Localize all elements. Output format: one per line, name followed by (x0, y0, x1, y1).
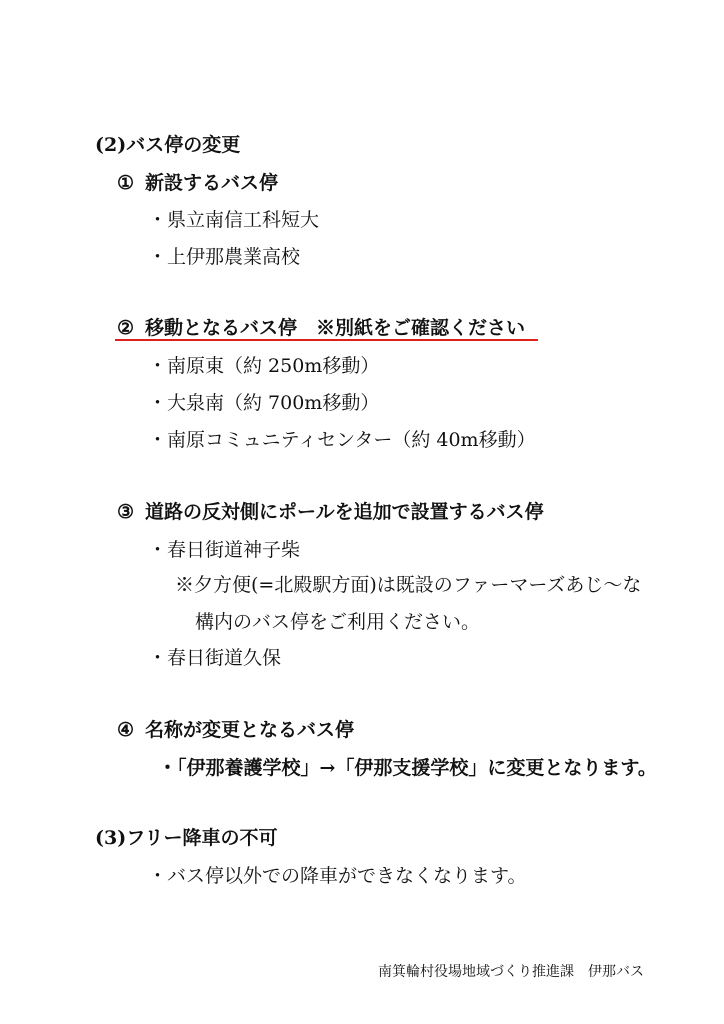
footer-credit: 南箕輪村役場地域づくり推進課 伊那バス (378, 964, 644, 980)
item-4-title-row (117, 718, 417, 742)
list-item: ・南原東（約 250m移動） (148, 355, 380, 377)
item-1-title-row (117, 171, 417, 195)
item-1-marker: ① (117, 172, 135, 194)
list-item: ・県立南信工科短大 (148, 209, 320, 231)
list-item: ・春日街道久保 (148, 647, 282, 669)
list-item: ・上伊那農業高校 (148, 246, 301, 268)
item-4-title: 名称が変更となるバス停 (145, 719, 355, 741)
item-2-title: 移動となるバス停 ※別紙をご確認ください (145, 317, 526, 339)
list-item: ・大泉南（約 700m移動） (148, 392, 380, 414)
item-2-title-row (117, 316, 557, 340)
note-line-1: ※夕方便(=北殿駅方面)は既設のファーマーズあじ～な (175, 574, 642, 596)
note-line-2: 構内のバス停をご利用ください。 (195, 611, 481, 633)
section-2-heading: (2)バス停の変更 (95, 134, 241, 156)
item-3-title: 道路の反対側にポールを追加で設置するバス停 (145, 501, 544, 523)
list-item: ・「伊那養護学校」→「伊那支援学校」に変更となります。 (158, 757, 657, 779)
item-1-title: 新設するバス停 (145, 172, 279, 194)
item-3-title-row (117, 500, 577, 524)
item-4-marker: ④ (117, 719, 135, 741)
list-item: ・南原コミュニティセンター（約 40m移動） (148, 429, 536, 451)
red-underline (115, 339, 538, 341)
section-3-heading: (3)フリー降車の不可 (95, 827, 278, 849)
item-3-marker: ③ (117, 501, 135, 523)
list-item: ・春日街道神子柴 (148, 539, 301, 561)
list-item: ・バス停以外での降車ができなくなります。 (148, 865, 527, 887)
item-2-marker: ② (117, 317, 135, 339)
